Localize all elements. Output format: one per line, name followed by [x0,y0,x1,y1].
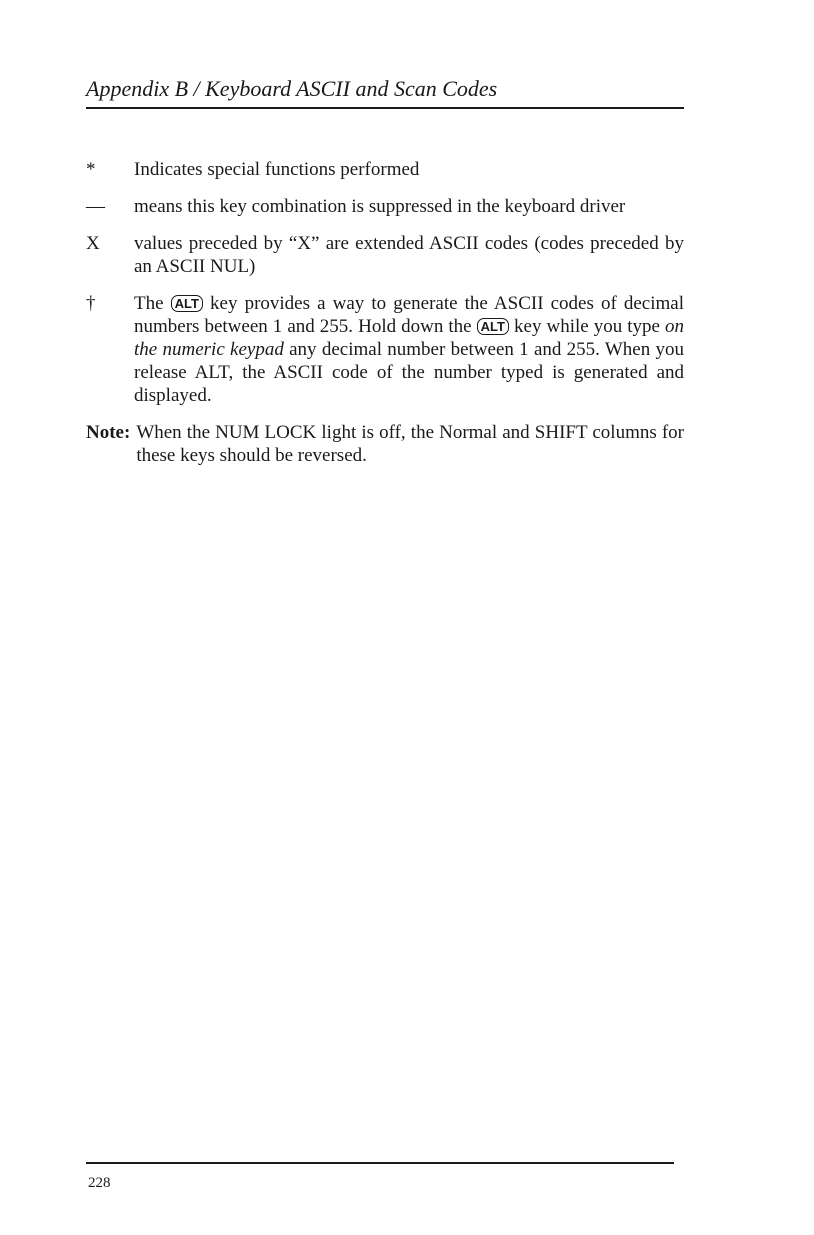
alt-text-part: any decimal number between 1 and 255. When you release ALT, the ASCII code of the number typed is generated and displayed. [134,339,684,406]
note [86,421,684,467]
legend-description: values preceded by “X” are extended ASCII codes (codes preceded by an ASCII NUL) [134,233,684,277]
alt-text-part: key provides a way to generate the ASCII codes of decimal numbers between 1 and 255. Hold down the [134,293,685,337]
page-number: 228 [88,1175,111,1191]
symbol-legend [86,158,684,467]
note-text: When the NUM LOCK light is off, the Normal and SHIFT columns for these keys should be reversed. [136,422,684,466]
legend-symbol: — [86,196,105,217]
legend-description: Indicates special functions performed [134,159,420,180]
note-label: Note: [86,422,131,443]
alt-key-icon: ALT [171,295,203,312]
footer-divider [86,1162,674,1164]
legend-item [86,158,684,181]
header-divider [86,107,684,109]
legend-item [86,232,684,278]
legend-symbol: † [86,293,96,314]
legend-description [134,292,684,407]
legend-symbol: * [86,159,96,180]
emphasis-text: on the numeric keypad [134,316,685,360]
alt-key-icon: ALT [477,318,509,335]
page-header [86,74,684,109]
legend-description: means this key combination is suppressed in the keyboard driver [134,196,626,217]
alt-text-part: key while you type [514,316,660,337]
legend-item [86,195,684,218]
page-title: Appendix B / Keyboard ASCII and Scan Codes [86,76,498,101]
legend-item [86,292,684,407]
legend-symbol: X [86,233,100,254]
alt-text-part: The [134,293,164,314]
